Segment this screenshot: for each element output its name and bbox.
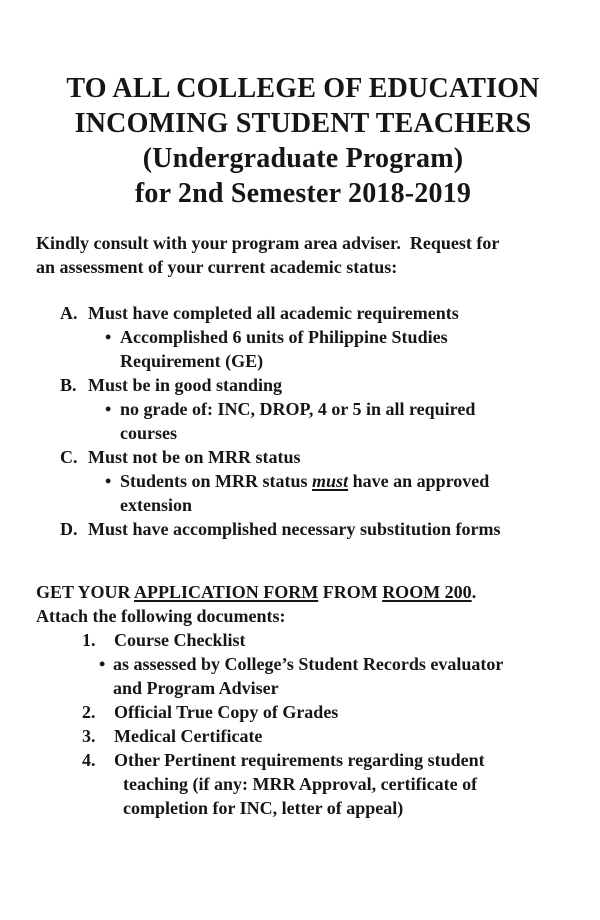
text-line: Medical Certificate bbox=[114, 726, 263, 746]
text-segment: GET YOUR bbox=[36, 582, 135, 602]
item-number: 4. bbox=[82, 750, 96, 770]
requirement-item-a bbox=[36, 301, 570, 325]
document-item-3 bbox=[36, 724, 570, 748]
document-bullet-1 bbox=[36, 652, 570, 700]
application-heading bbox=[36, 580, 570, 604]
intro-line: an assessment of your current academic status: bbox=[36, 257, 398, 277]
text-line: Accomplished 6 units of Philippine Studies bbox=[120, 327, 448, 347]
text-segment: have an approved bbox=[348, 471, 490, 491]
item-marker: D. bbox=[60, 519, 78, 539]
text-segment: FROM bbox=[318, 582, 383, 602]
bullet-text bbox=[120, 397, 570, 445]
item-text bbox=[88, 373, 570, 397]
item-text bbox=[88, 301, 570, 325]
text-line: Requirement (GE) bbox=[120, 351, 264, 371]
item-number: 3. bbox=[82, 726, 96, 746]
text-line: no grade of: INC, DROP, 4 or 5 in all required bbox=[120, 399, 476, 419]
text-line: Course Checklist bbox=[114, 630, 246, 650]
bullet-marker: • bbox=[105, 399, 112, 419]
item-text bbox=[114, 724, 570, 748]
text-line: courses bbox=[120, 423, 177, 443]
underlined-room-200: ROOM 200 bbox=[382, 582, 472, 602]
attach-subheading: Attach the following documents: bbox=[36, 606, 286, 626]
text-line: Must have completed all academic requirements bbox=[88, 303, 459, 323]
bullet-marker: • bbox=[105, 327, 112, 347]
underlined-application-form: APPLICATION FORM bbox=[134, 582, 319, 602]
text-line: extension bbox=[120, 495, 192, 515]
notice-title bbox=[36, 71, 570, 211]
text-line: Must be in good standing bbox=[88, 375, 283, 395]
bullet-text bbox=[120, 325, 570, 373]
text-line: completion for INC, letter of appeal) bbox=[123, 798, 404, 818]
text-line: Official True Copy of Grades bbox=[114, 702, 339, 722]
document-item-1 bbox=[36, 628, 570, 652]
title-line: TO ALL COLLEGE OF EDUCATION bbox=[66, 73, 540, 104]
item-marker: C. bbox=[60, 447, 78, 467]
intro-paragraph bbox=[36, 231, 570, 279]
text-segment: Students on MRR status bbox=[120, 471, 313, 491]
item-text bbox=[114, 628, 570, 652]
text-line bbox=[120, 469, 570, 493]
text-line: Must not be on MRR status bbox=[88, 447, 301, 467]
document-item-4 bbox=[36, 748, 570, 820]
requirement-bullet-b bbox=[36, 397, 570, 445]
text-line: Must have accomplished necessary substitution forms bbox=[88, 519, 501, 539]
text-segment: . bbox=[471, 582, 477, 602]
requirements-list bbox=[36, 301, 570, 541]
document-item-2 bbox=[36, 700, 570, 724]
title-line: INCOMING STUDENT TEACHERS bbox=[74, 108, 532, 139]
requirement-item-b bbox=[36, 373, 570, 397]
intro-line: Kindly consult with your program area adviser. Request for bbox=[36, 233, 500, 253]
application-section bbox=[36, 580, 570, 820]
text-line: Other Pertinent requirements regarding student bbox=[114, 750, 485, 770]
text-line: as assessed by College’s Student Records evaluator bbox=[113, 654, 504, 674]
emphasized-must: must bbox=[312, 471, 349, 491]
item-number: 1. bbox=[82, 630, 96, 650]
requirement-item-d bbox=[36, 517, 570, 541]
requirement-item-c bbox=[36, 445, 570, 469]
item-text bbox=[114, 748, 570, 820]
bullet-text bbox=[120, 469, 570, 517]
bullet-marker: • bbox=[105, 471, 112, 491]
item-text bbox=[88, 445, 570, 469]
title-line: (Undergraduate Program) bbox=[142, 143, 464, 174]
item-text bbox=[88, 517, 570, 541]
item-text bbox=[114, 700, 570, 724]
requirement-bullet-a bbox=[36, 325, 570, 373]
title-line: for 2nd Semester 2018-2019 bbox=[134, 178, 472, 209]
requirement-bullet-c bbox=[36, 469, 570, 517]
item-number: 2. bbox=[82, 702, 96, 722]
bullet-marker: • bbox=[99, 654, 106, 674]
notice-page bbox=[0, 71, 600, 920]
item-marker: B. bbox=[60, 375, 77, 395]
item-marker: A. bbox=[60, 303, 78, 323]
text-line: and Program Adviser bbox=[113, 678, 279, 698]
text-line: teaching (if any: MRR Approval, certificate of bbox=[123, 774, 478, 794]
bullet-text bbox=[113, 652, 570, 700]
